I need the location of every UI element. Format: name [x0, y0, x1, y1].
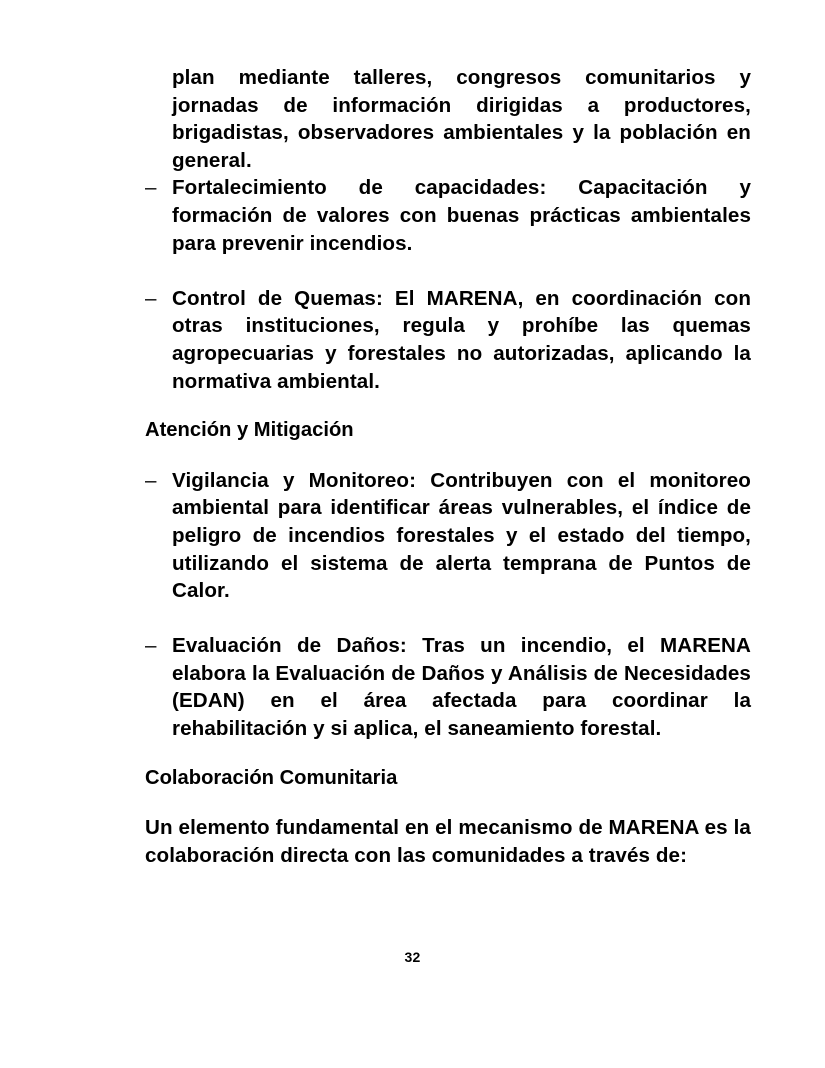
list-item-evaluacion-de-danos — [145, 632, 751, 742]
page-content — [145, 64, 751, 869]
bullet-marker-icon: – — [145, 286, 157, 310]
list-item-text: Evaluación de Daños: Tras un incendio, el MARENA elabora la Evaluación de Daños y Análisis de Necesidades (EDAN) en el área afectada para coordinar la rehabilitación y si aplica, el saneamiento forestal. — [172, 634, 751, 741]
paragraph-spacer — [145, 257, 751, 285]
section-spacer — [145, 445, 751, 467]
list-item-text: Control de Quemas: El MARENA, en coordinación con otras instituciones, regula y prohíbe las quemas agropecuarias y forestales no autorizadas, aplicando la normativa ambiental. — [172, 286, 751, 393]
section-spacer — [145, 792, 751, 814]
page-number: 32 — [404, 949, 421, 965]
list-item-vigilancia-y-monitoreo — [145, 467, 751, 605]
list-item-fortalecimiento-de-capacidades — [145, 174, 751, 257]
section-heading-colaboracion-comunitaria: Colaboración Comunitaria — [145, 766, 398, 789]
section-heading-atencion-y-mitigacion: Atención y Mitigación — [145, 419, 354, 442]
list-item-text: Fortalecimiento de capacidades: Capacitación y formación de valores con buenas prácticas ambientales para prevenir incendios. — [172, 176, 751, 255]
closing-paragraph: Un elemento fundamental en el mecanismo de MARENA es la colaboración directa con las comunidades a través de: — [145, 816, 751, 867]
bullet-marker-icon: – — [145, 176, 157, 200]
list-item-control-de-quemas — [145, 285, 751, 395]
list-item-text: Vigilancia y Monitoreo: Contribuyen con el monitoreo ambiental para identificar áreas vulnerables, el índice de peligro de incendios forestales y el estado del tiempo, utilizando el sistema de alerta temprana de Puntos de Calor. — [172, 468, 751, 603]
section-spacer — [145, 395, 751, 417]
paragraph-spacer — [145, 605, 751, 633]
bullet-marker-icon: – — [145, 634, 157, 658]
continuation-paragraph: plan mediante talleres, congresos comunitarios y jornadas de información dirigidas a productores, brigadistas, observadores ambientales y la población en general. — [172, 66, 751, 172]
section-spacer — [145, 743, 751, 765]
bullet-marker-icon: – — [145, 468, 157, 492]
